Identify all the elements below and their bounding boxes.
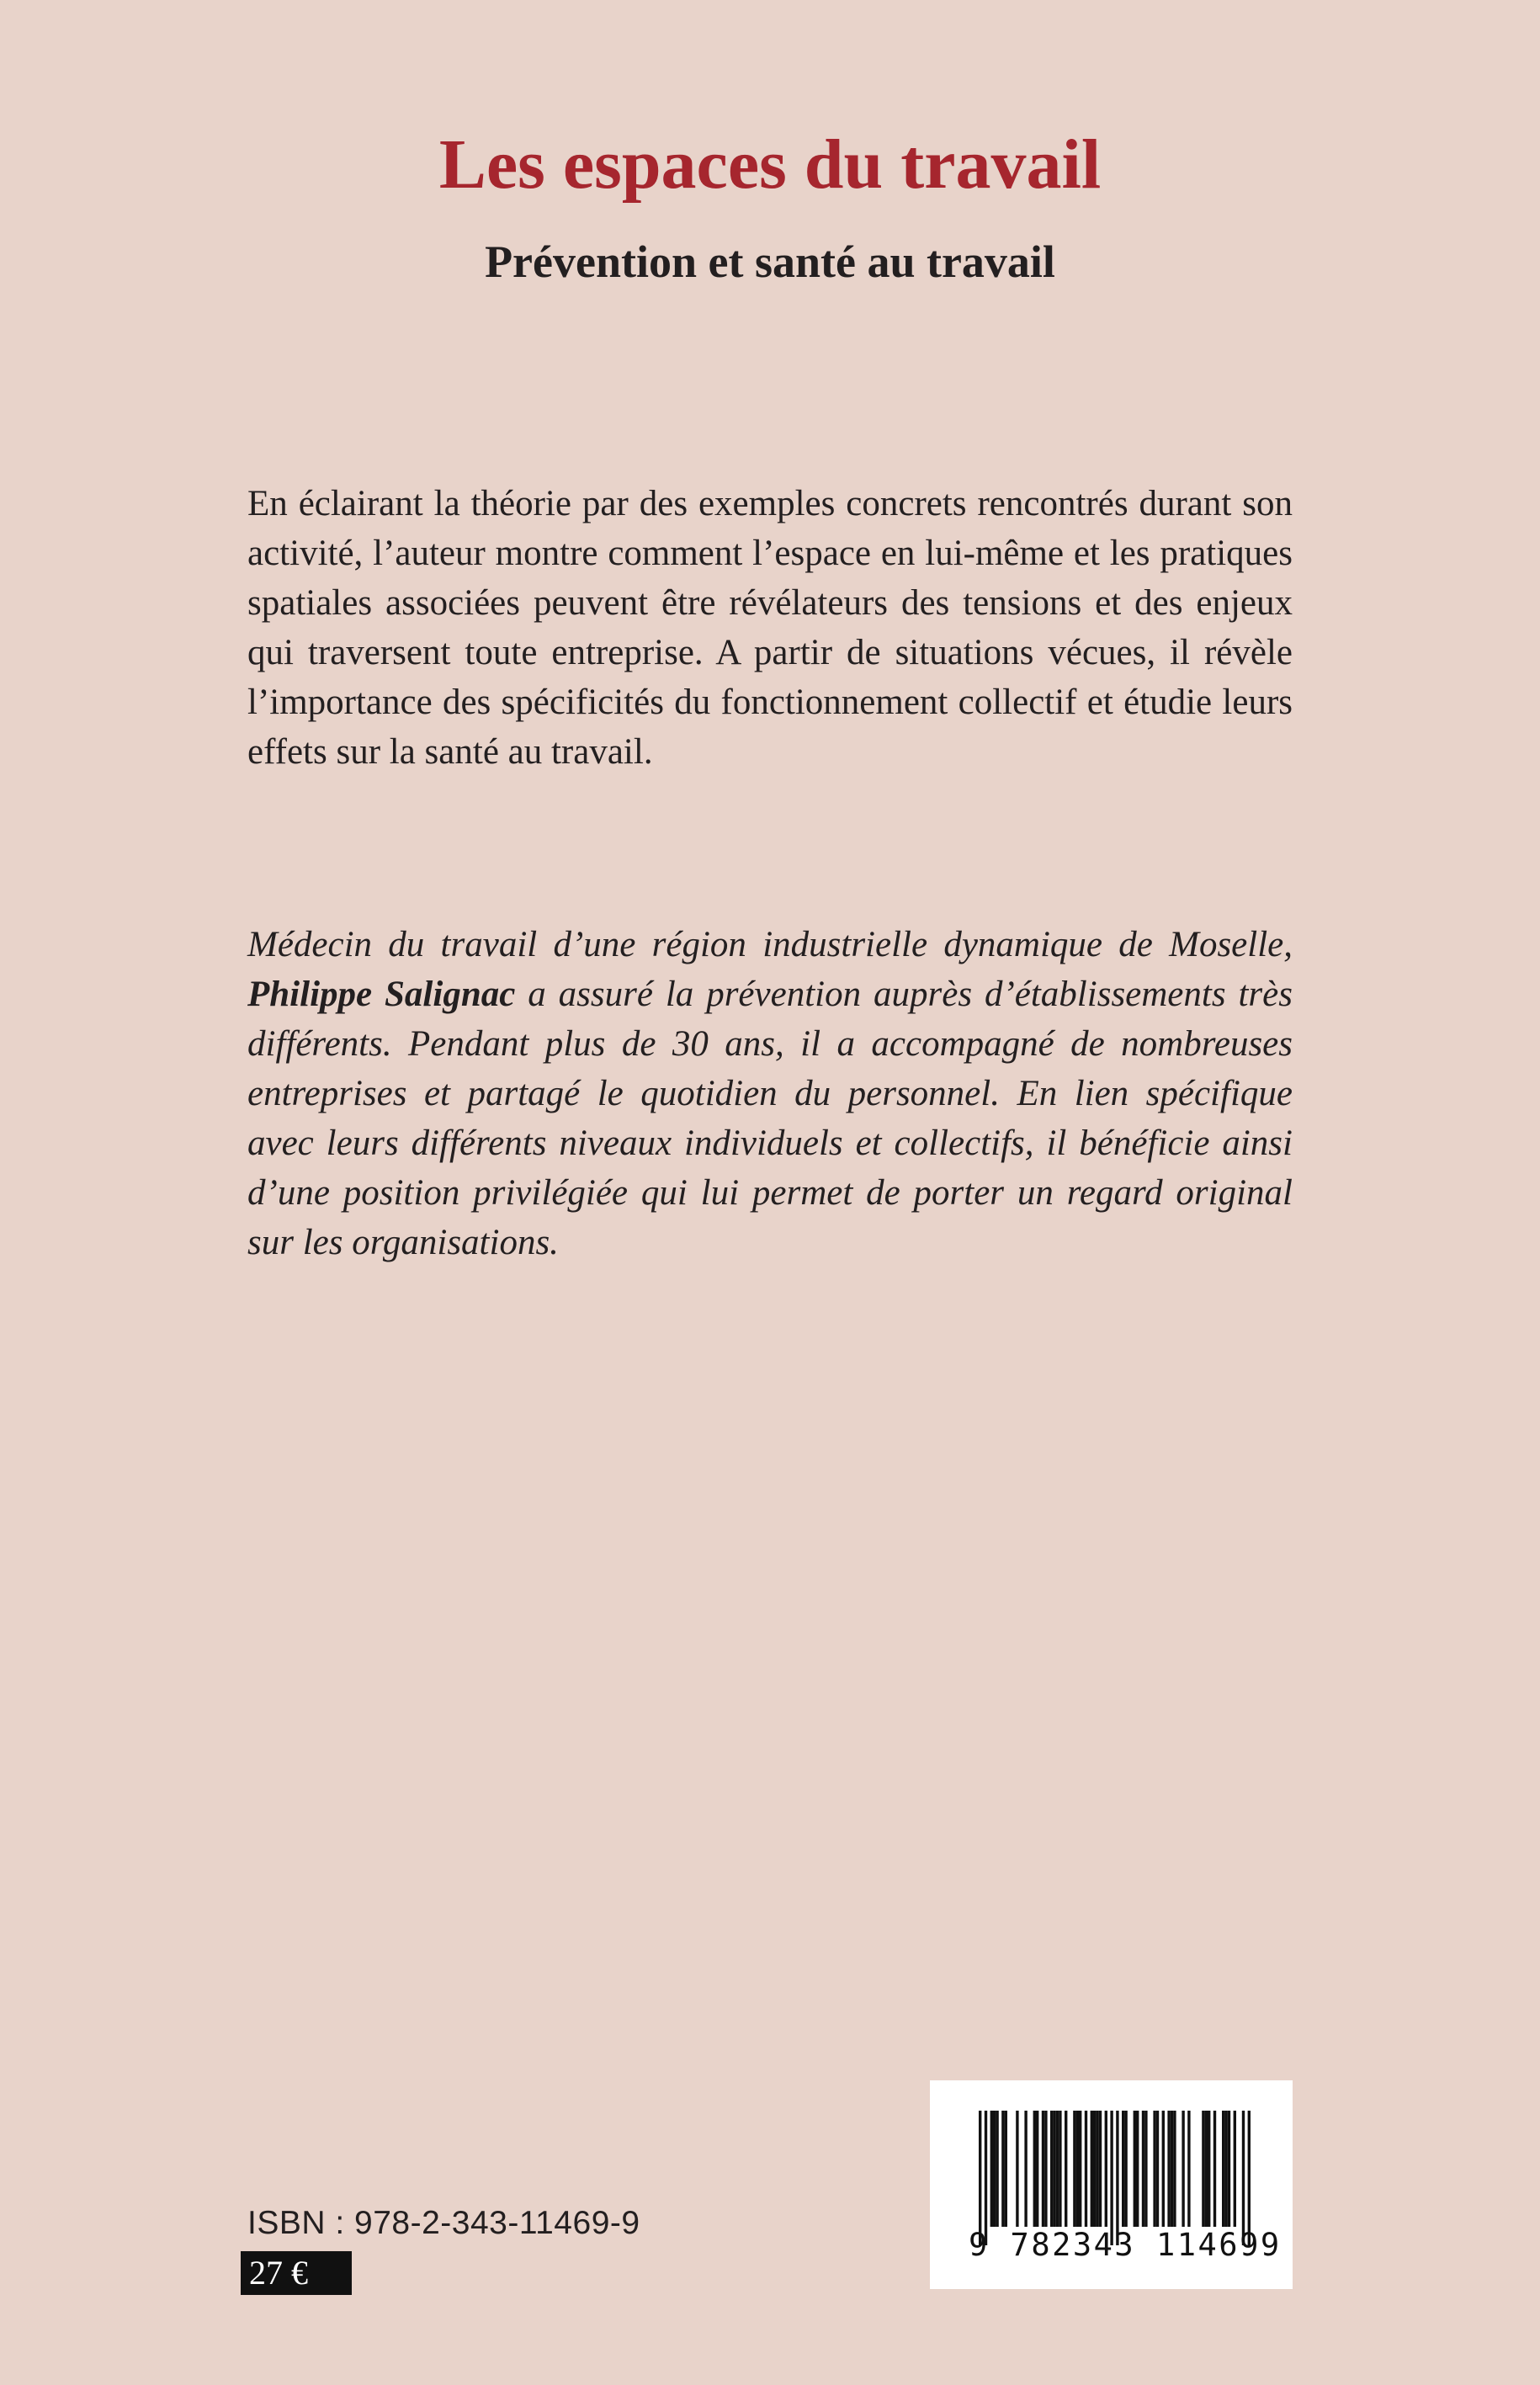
barcode-digits: 9 782343 114699 [969, 2227, 1282, 2263]
barcode-bar [1016, 2111, 1018, 2227]
barcode-bar [1167, 2111, 1170, 2227]
bio-text-after: a assuré la prévention auprès d’établissements très différents. Pendant plus de 30 ans, il a accompagné de nombreuses entreprises et partagé le quotidien du personnel. En lien spécifique avec leurs différents niveaux individuels et collectifs, il bénéficie ainsi d’une position privilégiée qui lui permet de porter un regard original sur les organisations. [247, 975, 1293, 1262]
barcode-bar [990, 2111, 993, 2227]
barcode-bar [1079, 2111, 1081, 2227]
barcode-bar [985, 2111, 987, 2245]
barcode-bar [1153, 2111, 1155, 2227]
barcode-bar [1213, 2111, 1216, 2227]
barcode-bar [1065, 2111, 1067, 2227]
barcode-bar [1173, 2111, 1176, 2227]
barcode-bar [996, 2111, 998, 2227]
barcode-bar [1096, 2111, 1098, 2227]
barcode-bar [1156, 2111, 1159, 2227]
barcode-bar [1234, 2111, 1236, 2227]
summary-paragraph: En éclairant la théorie par des exemples concrets rencontrés durant son activité, l’auteur montre comment l’espace en lui-même et les pratiques spatiales associées peuvent être révélateurs des tensions et des enjeux qui traversent toute entreprise. A partir de situations vécues, il révèle l’importance des spécificités du fonctionnement collectif et étudie leurs effets sur la santé au travail. [247, 484, 1293, 772]
barcode-bar [1085, 2111, 1087, 2227]
bio-text-before: Médecin du travail d’une région industrielle dynamique de Moselle, [247, 925, 1293, 964]
barcode-bar [1036, 2111, 1038, 2227]
barcode-bar [993, 2111, 996, 2227]
barcode-bar [1053, 2111, 1055, 2227]
isbn-label: ISBN : 978-2-343-11469-9 [247, 2205, 640, 2241]
barcode-bar [1202, 2111, 1204, 2227]
barcode-box [930, 2080, 1293, 2289]
barcode-bar [1182, 2111, 1184, 2227]
author-bio-paragraph [247, 920, 1293, 1267]
barcode-bar [1142, 2111, 1144, 2227]
barcode-bar [1187, 2111, 1190, 2227]
barcode-bar [1248, 2111, 1251, 2245]
barcode-bar [1076, 2111, 1079, 2227]
barcode-bar [979, 2111, 981, 2245]
barcode-bar [1050, 2111, 1053, 2227]
barcode-bar [1116, 2111, 1118, 2245]
barcode-bar [1205, 2111, 1208, 2227]
barcode-bar [1224, 2111, 1227, 2227]
barcode-bar [1059, 2111, 1061, 2227]
barcode-bar [1099, 2111, 1102, 2227]
barcode-bar [1171, 2111, 1173, 2227]
barcode-bar [1122, 2111, 1124, 2227]
barcode-bar [1044, 2111, 1047, 2227]
barcode-bar [1222, 2111, 1224, 2227]
barcode-bar [1056, 2111, 1059, 2227]
barcode-bar [1136, 2111, 1139, 2227]
price-tag: 27 € [241, 2251, 352, 2295]
barcode-bar [1073, 2111, 1075, 2227]
barcode-bar [1093, 2111, 1096, 2227]
author-name: Philippe Salignac [247, 975, 516, 1014]
barcode-bar [1001, 2111, 1004, 2227]
barcode-bar [1124, 2111, 1127, 2227]
barcode-bar [1105, 2111, 1107, 2227]
book-subtitle: Prévention et santé au travail [485, 236, 1055, 287]
barcode-bar [1208, 2111, 1210, 2227]
barcode-bar [1024, 2111, 1027, 2227]
barcode-bar [1091, 2111, 1093, 2227]
barcode-bar [1134, 2111, 1136, 2227]
barcode-bar [1042, 2111, 1044, 2227]
barcode-bar [1005, 2111, 1007, 2227]
barcode-bar [1110, 2111, 1113, 2245]
barcode-bar [1033, 2111, 1036, 2227]
barcode-bar [1162, 2111, 1165, 2227]
barcode-bar [1228, 2111, 1230, 2227]
barcode-bar [1242, 2111, 1245, 2245]
book-title: Les espaces du travail [438, 125, 1102, 204]
barcode-bar [1144, 2111, 1147, 2227]
